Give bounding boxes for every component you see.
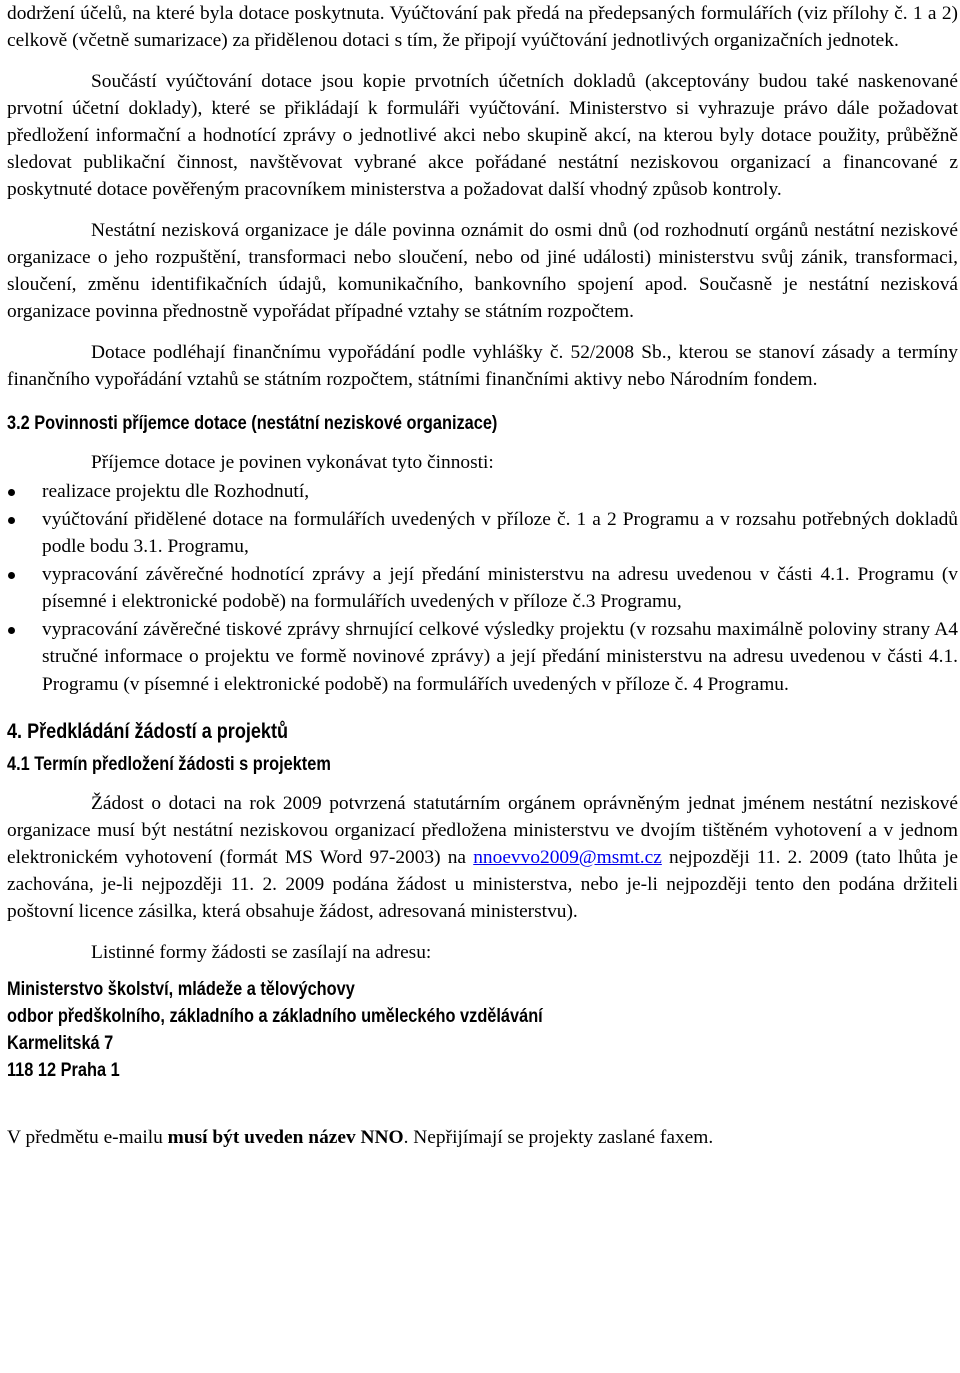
last-text-c: . Nepřijímají se projekty zaslané faxem. [403, 1127, 714, 1148]
list-item: vypracování závěrečné tiskové zprávy shrnující celkové výsledky projektu (v rozsahu maximálně poloviny strany A4 stručné informace o projektu ve formě novinové zprávy) a její předání ministerstvu na adresu uvedenou v části 4.1. Programu (v písemné i elektronické podobě) na formulářích uvedených v příloze č. 4 Programu. [7, 616, 958, 699]
paragraph-financni-vyporadani: Dotace podléhají finančnímu vypořádání podle vyhlášky č. 52/2008 Sb., kterou se stanoví zásady a termíny finančního vypořádání vztahů se státním rozpočtem, státními finančními aktivy nebo Národním fondem. [7, 342, 958, 390]
list-item: vypracování závěrečné hodnotící zprávy a její předání ministerstvu na adresu uvedenou v části 4.1. Programu (v písemné i elektronické podobě) na formulářích uvedených v příloze č.3 Programu, [7, 561, 958, 616]
email-link[interactable]: nnoevvo2009@msmt.cz [473, 847, 662, 868]
address-line-ministry: Ministerstvo školství, mládeže a tělovýchovy [7, 979, 355, 1000]
paragraph-termin-zadosti [7, 790, 958, 925]
paragraph-email-subject [7, 1124, 958, 1151]
paragraph-prijemce-intro: Příjemce dotace je povinen vykonávat tyto činnosti: [91, 452, 494, 473]
last-text-a: V předmětu e-mailu [7, 1127, 163, 1148]
address-line-department: odbor předškolního, základního a základního uměleckého vzdělávání [7, 1006, 543, 1027]
address-line-street: Karmelitská 7 [7, 1033, 114, 1054]
list-item: realizace projektu dle Rozhodnutí, [7, 478, 958, 506]
heading-4-1: 4.1 Termín předložení žádosti s projektem [7, 754, 331, 775]
obligations-list [7, 478, 958, 698]
zadost-text-b: nejpozději 11. 2. 2009 (tato lhůta je zachována, je-li nejpozději 11. 2. 2009 podána žádost u ministerstva, nebo je-li nejpozději tento den podána držiteli poštovní licence zásilka, která obsahuje žádost, adresovaná ministerstvu). [7, 847, 958, 922]
heading-4: 4. Předkládání žádostí a projektů [7, 720, 289, 743]
postal-address [7, 976, 958, 1084]
paragraph-vyuctovani: dodržení účelů, na které byla dotace poskytnuta. Vyúčtování pak předá na předepsaných formulářích (viz přílohy č. 1 a 2) celkově (včetně sumarizace) za přidělenou dotaci s tím, že připojí vyúčtování jednotlivých organizačních jednotek. [7, 3, 958, 51]
list-item: vyúčtování přidělené dotace na formulářích uvedených v příloze č. 1 a 2 Programu a v rozsahu potřebných dokladů podle bodu 3.1. Programu, [7, 506, 958, 561]
last-text-bold: musí být uveden název NNO [167, 1127, 404, 1148]
zadost-text-a: Žádost o dotaci na rok 2009 potvrzená statutárním orgánem oprávněným jednat jménem nestátní neziskové organizace musí být nestátní neziskovou organizací předložena ministerstvu ve dvojím tištěném vyhotovení a v jednom elektronickém vyhotovení (formát MS Word 97-2003) na [7, 793, 958, 868]
heading-3-2: 3.2 Povinnosti příjemce dotace (nestátní neziskové organizace) [7, 413, 498, 434]
paragraph-listinne-formy: Listinné formy žádosti se zasílají na adresu: [91, 942, 432, 963]
paragraph-soucasti-vyuctovani: Součástí vyúčtování dotace jsou kopie prvotních účetních dokladů (akceptovány budou také naskenované prvotní účetní doklady), které se přikládají k formuláři vyúčtování. Ministerstvo si vyhrazuje právo dále požadovat předložení informační a hodnotící zprávy o jednotlivé akci nebo skupině akcí, na kterou byly dotace použity, průběžně sledovat publikační činnost, navštěvovat vybrané akce pořádané nestátní neziskovou organizací a financované z poskytnuté dotace pověřeným pracovníkem ministerstva a požadovat další vhodný způsob kontroly. [7, 71, 958, 200]
paragraph-nno-povinnost: Nestátní nezisková organizace je dále povinna oznámit do osmi dnů (od rozhodnutí orgánů nestátní neziskové organizace o jeho rozpuštění, transformaci nebo sloučení, nebo od jiné události) ministerstvu svůj zánik, transformaci, sloučení, změnu identifikačních údajů, komunikačního, bankovního spojení apod. Současně je nestátní nezisková organizace povinna přednostně vypořádat případné vztahy se státním rozpočtem. [7, 220, 958, 322]
address-line-city: 118 12 Praha 1 [7, 1060, 120, 1081]
document-page [7, 0, 958, 1151]
